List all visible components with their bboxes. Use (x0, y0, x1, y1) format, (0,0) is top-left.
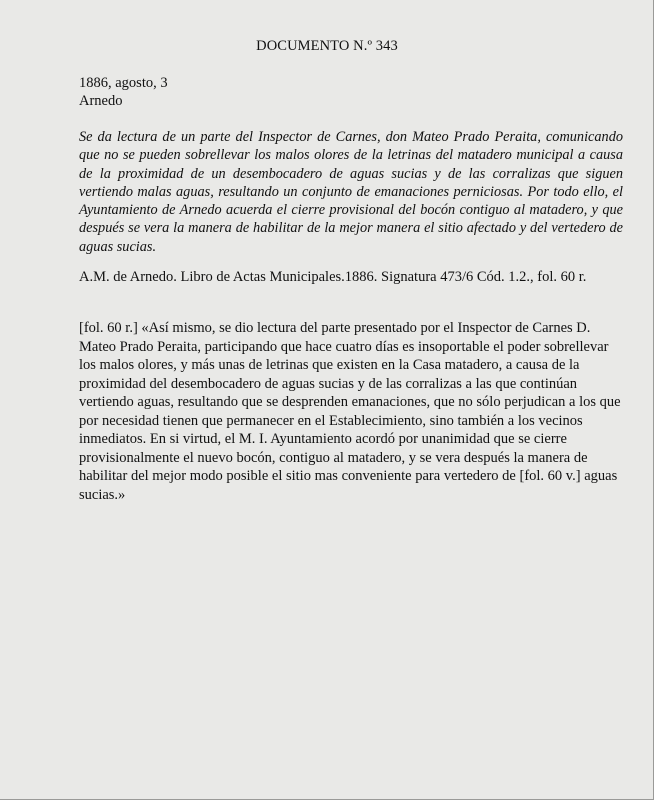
archival-source: A.M. de Arnedo. Libro de Actas Municipales.1886. Signatura 473/6 Cód. 1.2., fol. 60 r. (79, 269, 587, 285)
document-transcription: [fol. 60 r.] «Así mismo, se dio lectura del parte presentado por el Inspector de Carnes D. Mateo Prado Peraita, participando que hace cuatro días es insoportable el poder sobrellevar los malos olores, y más unas de letrinas que existen en la Casa matadero, a causa de la proximidad del desembocadero de aguas sucias y de las corralizas a las que continúan vertiendo aguas, resultando que se desprenden emanaciones, que no sólo perjudican a los que por necesidad tienen que permanecer en el Establecimiento, sino también a los vecinos inmediatos. En si virtud, el M. I. Ayuntamiento acordó por unanimidad que se cierre provisionalmente el nuevo bocón, contiguo al matadero, y se vera después la manera de habilitar del mejor modo posible el sitio mas conveniente para vertedero de [fol. 60 v.] aguas sucias.» (79, 320, 621, 503)
document-title: DOCUMENTO N.º 343 (256, 38, 398, 54)
date-place-block (79, 74, 168, 110)
document-date: 1886, agosto, 3 (79, 75, 168, 91)
document-summary: Se da lectura de un parte del Inspector de Carnes, don Mateo Prado Peraita, comunicando que no se pueden sobrellevar los malos olores de la letrinas del matadero municipal a causa de la proximidad de un desembocadero de aguas sucias y de las corralizas que siguen vertiendo malas aguas, resultando un conjunto de emanaciones perniciosas. Por todo ello, el Ayuntamiento de Arnedo acuerda el cierre provisional del bocón contiguo al matadero, y que después se vera la manera de habilitar de la mejor manera el sitio afectado y del vertedero de aguas sucias. (79, 129, 623, 255)
document-place: Arnedo (79, 93, 123, 109)
